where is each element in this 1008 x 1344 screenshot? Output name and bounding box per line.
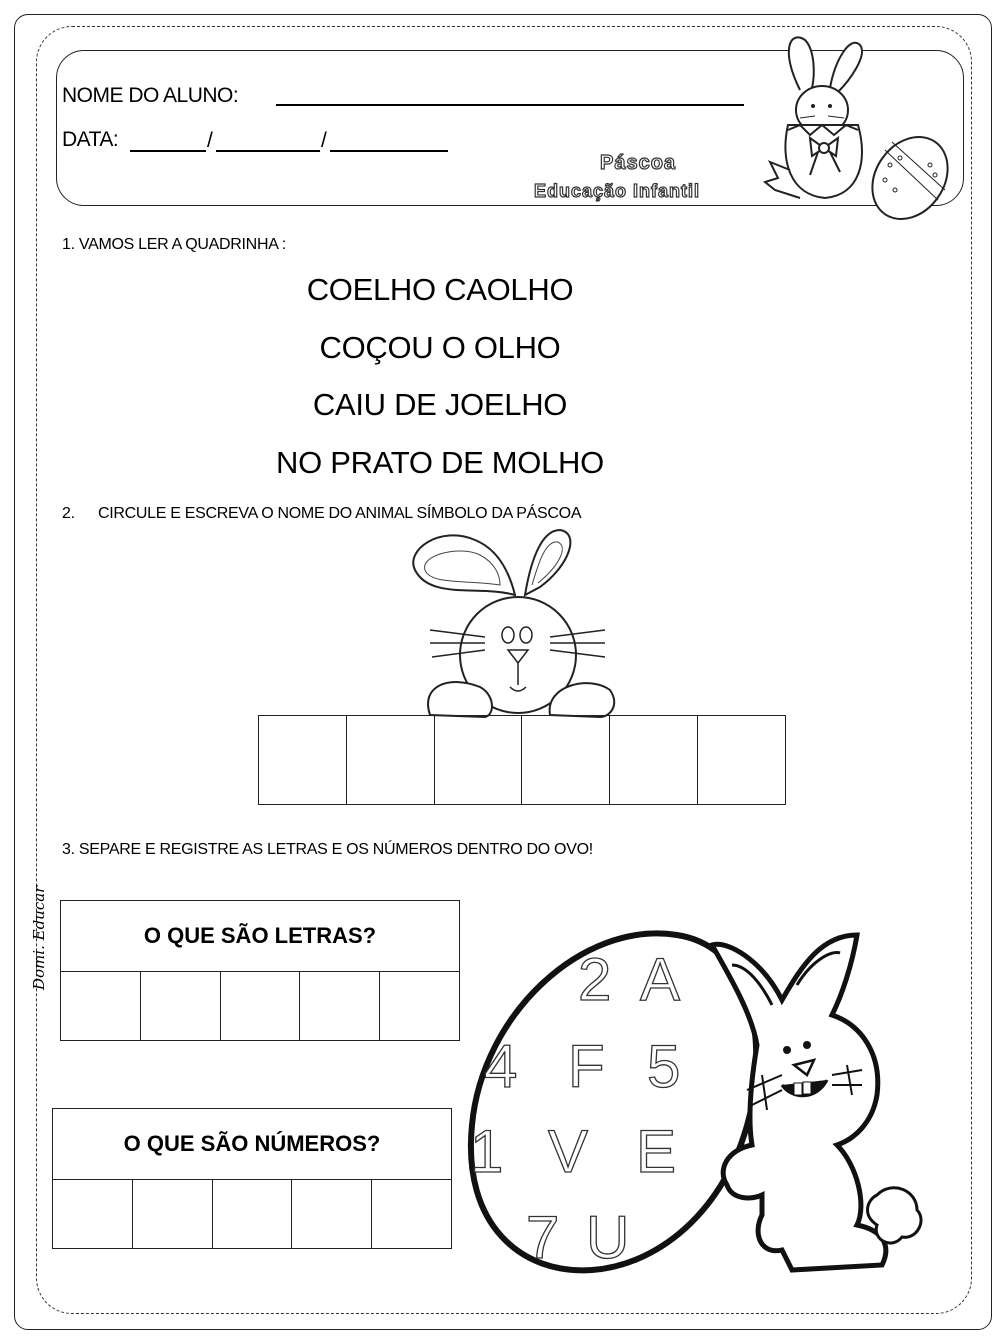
egg-character: F <box>568 1033 605 1100</box>
letter-answer-box[interactable] <box>141 972 221 1040</box>
watermark-educacao-infantil: Educação Infantil <box>534 181 701 201</box>
egg-character: 4 <box>484 1033 518 1100</box>
egg-character: E <box>636 1118 677 1185</box>
egg-character: 5 <box>647 1033 681 1100</box>
bunny-peeking-illustration <box>400 525 630 720</box>
date-separator: / <box>207 129 213 152</box>
letter-answer-box[interactable] <box>61 972 141 1040</box>
egg-character: U <box>586 1204 630 1271</box>
letter-box[interactable] <box>698 716 785 804</box>
letter-answer-box[interactable] <box>221 972 301 1040</box>
letter-box[interactable] <box>522 716 610 804</box>
egg-character: A <box>640 946 681 1013</box>
numbers-table <box>52 1108 452 1249</box>
numbers-table-header: O QUE SÃO NÚMEROS? <box>53 1109 451 1180</box>
poem-line: CAIU DE JOELHO <box>312 387 568 422</box>
number-answer-box[interactable] <box>53 1180 133 1248</box>
number-answer-box[interactable] <box>133 1180 213 1248</box>
poem-line: NO PRATO DE MOLHO <box>276 445 604 480</box>
letter-answer-box[interactable] <box>380 972 459 1040</box>
poem-line: COÇOU O OLHO <box>319 330 561 365</box>
bunny-in-egg-illustration <box>760 30 960 215</box>
letter-answer-box[interactable] <box>300 972 380 1040</box>
egg-character: 2 <box>578 946 612 1013</box>
question-2-number: 2. <box>62 505 75 522</box>
letters-table <box>60 900 460 1041</box>
date-day-field[interactable] <box>130 150 206 152</box>
date-year-field[interactable] <box>330 150 448 152</box>
date-label: DATA: <box>62 128 119 151</box>
date-separator: / <box>321 129 327 152</box>
animal-name-answer-grid <box>258 715 786 805</box>
number-answer-box[interactable] <box>213 1180 293 1248</box>
question-1-title: 1. VAMOS LER A QUADRINHA : <box>62 236 286 253</box>
number-answer-box[interactable] <box>292 1180 372 1248</box>
number-answer-box[interactable] <box>372 1180 451 1248</box>
letter-box[interactable] <box>347 716 435 804</box>
letter-box[interactable] <box>259 716 347 804</box>
egg-character: 1 <box>470 1118 504 1185</box>
watermark-pascoa: Páscoa <box>600 152 677 174</box>
signature-watermark: Domi. Educar <box>30 885 48 990</box>
letters-table-header: O QUE SÃO LETRAS? <box>61 901 459 972</box>
student-name-field[interactable] <box>276 104 744 106</box>
poem-line: COELHO CAOLHO <box>306 272 574 307</box>
student-name-label: NOME DO ALUNO: <box>62 84 239 107</box>
egg-character: V <box>548 1118 589 1185</box>
question-3-title: 3. SEPARE E REGISTRE AS LETRAS E OS NÚMEROS DENTRO DO OVO! <box>62 841 593 858</box>
date-month-field[interactable] <box>216 150 320 152</box>
letter-box[interactable] <box>610 716 698 804</box>
question-2-title: CIRCULE E ESCREVA O NOME DO ANIMAL SÍMBOLO DA PÁSCOA <box>98 505 582 522</box>
letter-box[interactable] <box>435 716 523 804</box>
egg-character: 7 <box>526 1204 560 1271</box>
